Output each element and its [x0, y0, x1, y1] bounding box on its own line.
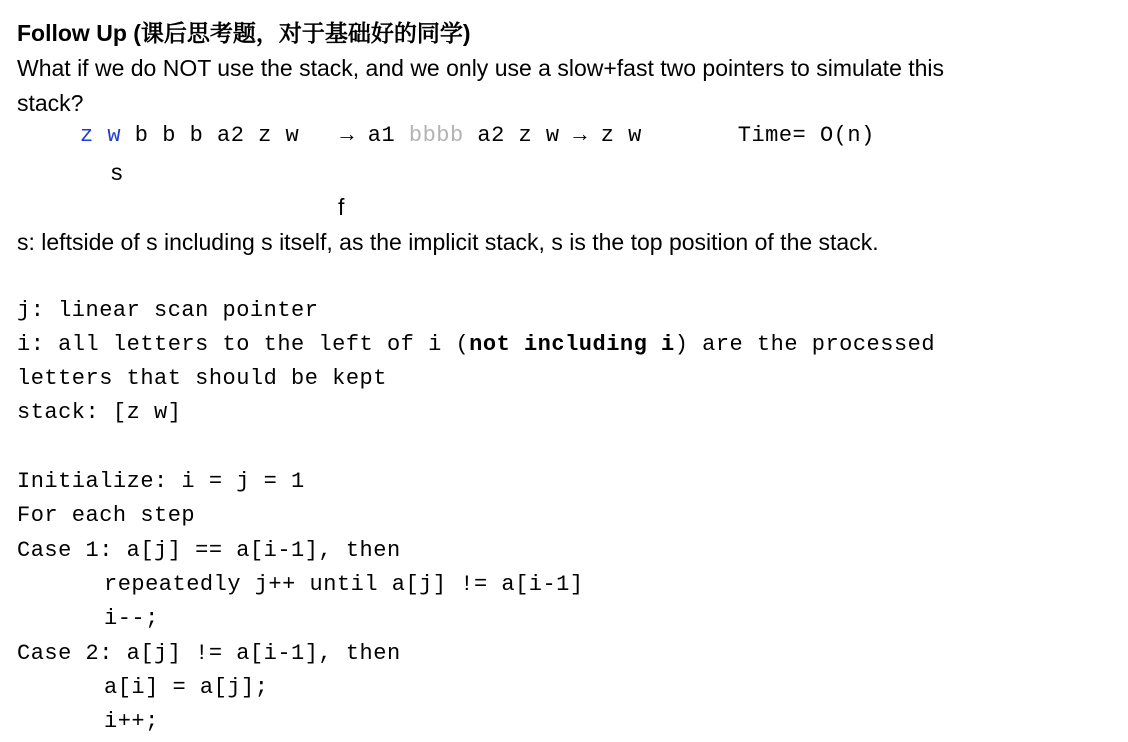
- algo-for-each: For each step: [17, 503, 196, 528]
- algo-case-2: Case 2: a[j] != a[i-1], then: [17, 641, 401, 666]
- trace-arrow-2: →: [573, 123, 588, 148]
- j-pointer-description: j: linear scan pointer: [17, 298, 319, 323]
- algo-initialize: Initialize: i = j = 1: [17, 469, 305, 494]
- algo-case-2-step-b: i++;: [104, 709, 159, 734]
- algo-case-1: Case 1: a[j] == a[i-1], then: [17, 538, 401, 563]
- trace-time-complexity: Time= O(n): [737, 123, 875, 148]
- algo-case-1-step-b: i--;: [104, 606, 159, 631]
- trace-after-bbbb: a2 z w: [477, 123, 560, 148]
- i-pointer-description: i: all letters to the left of i (not including i) are the processed: [17, 332, 936, 357]
- algo-case-2-step-a: a[i] = a[j];: [104, 675, 269, 700]
- question-line-1: What if we do NOT use the stack, and we only use a slow+fast two pointers to simulate this: [17, 55, 945, 81]
- heading: Follow Up (课后思考题，对于基础好的同学): [17, 20, 471, 46]
- algo-case-1-step-a: repeatedly j++ until a[j] != a[i-1]: [104, 572, 584, 597]
- question-line-2: stack?: [17, 90, 84, 116]
- trace-removed-bbbb: bbbb: [408, 123, 464, 148]
- trace-line: [80, 119, 875, 153]
- trace-arrow-1: →: [340, 123, 355, 148]
- trace-input-rest: b b b a2 z w: [121, 123, 300, 148]
- trace-a1: a1: [367, 123, 396, 148]
- stack-state: stack: [z w]: [17, 400, 182, 425]
- fast-pointer-marker: f: [338, 194, 345, 220]
- i-not-including-emphasis: not including i: [469, 332, 675, 357]
- i-pointer-description-cont: letters that should be kept: [17, 366, 387, 391]
- trace-highlighted-letters: z w: [80, 123, 122, 148]
- trace-result: z w: [600, 123, 642, 148]
- s-description: s: leftside of s including s itself, as the implicit stack, s is the top position of the stack.: [17, 229, 879, 255]
- slow-pointer-marker: s: [111, 159, 123, 185]
